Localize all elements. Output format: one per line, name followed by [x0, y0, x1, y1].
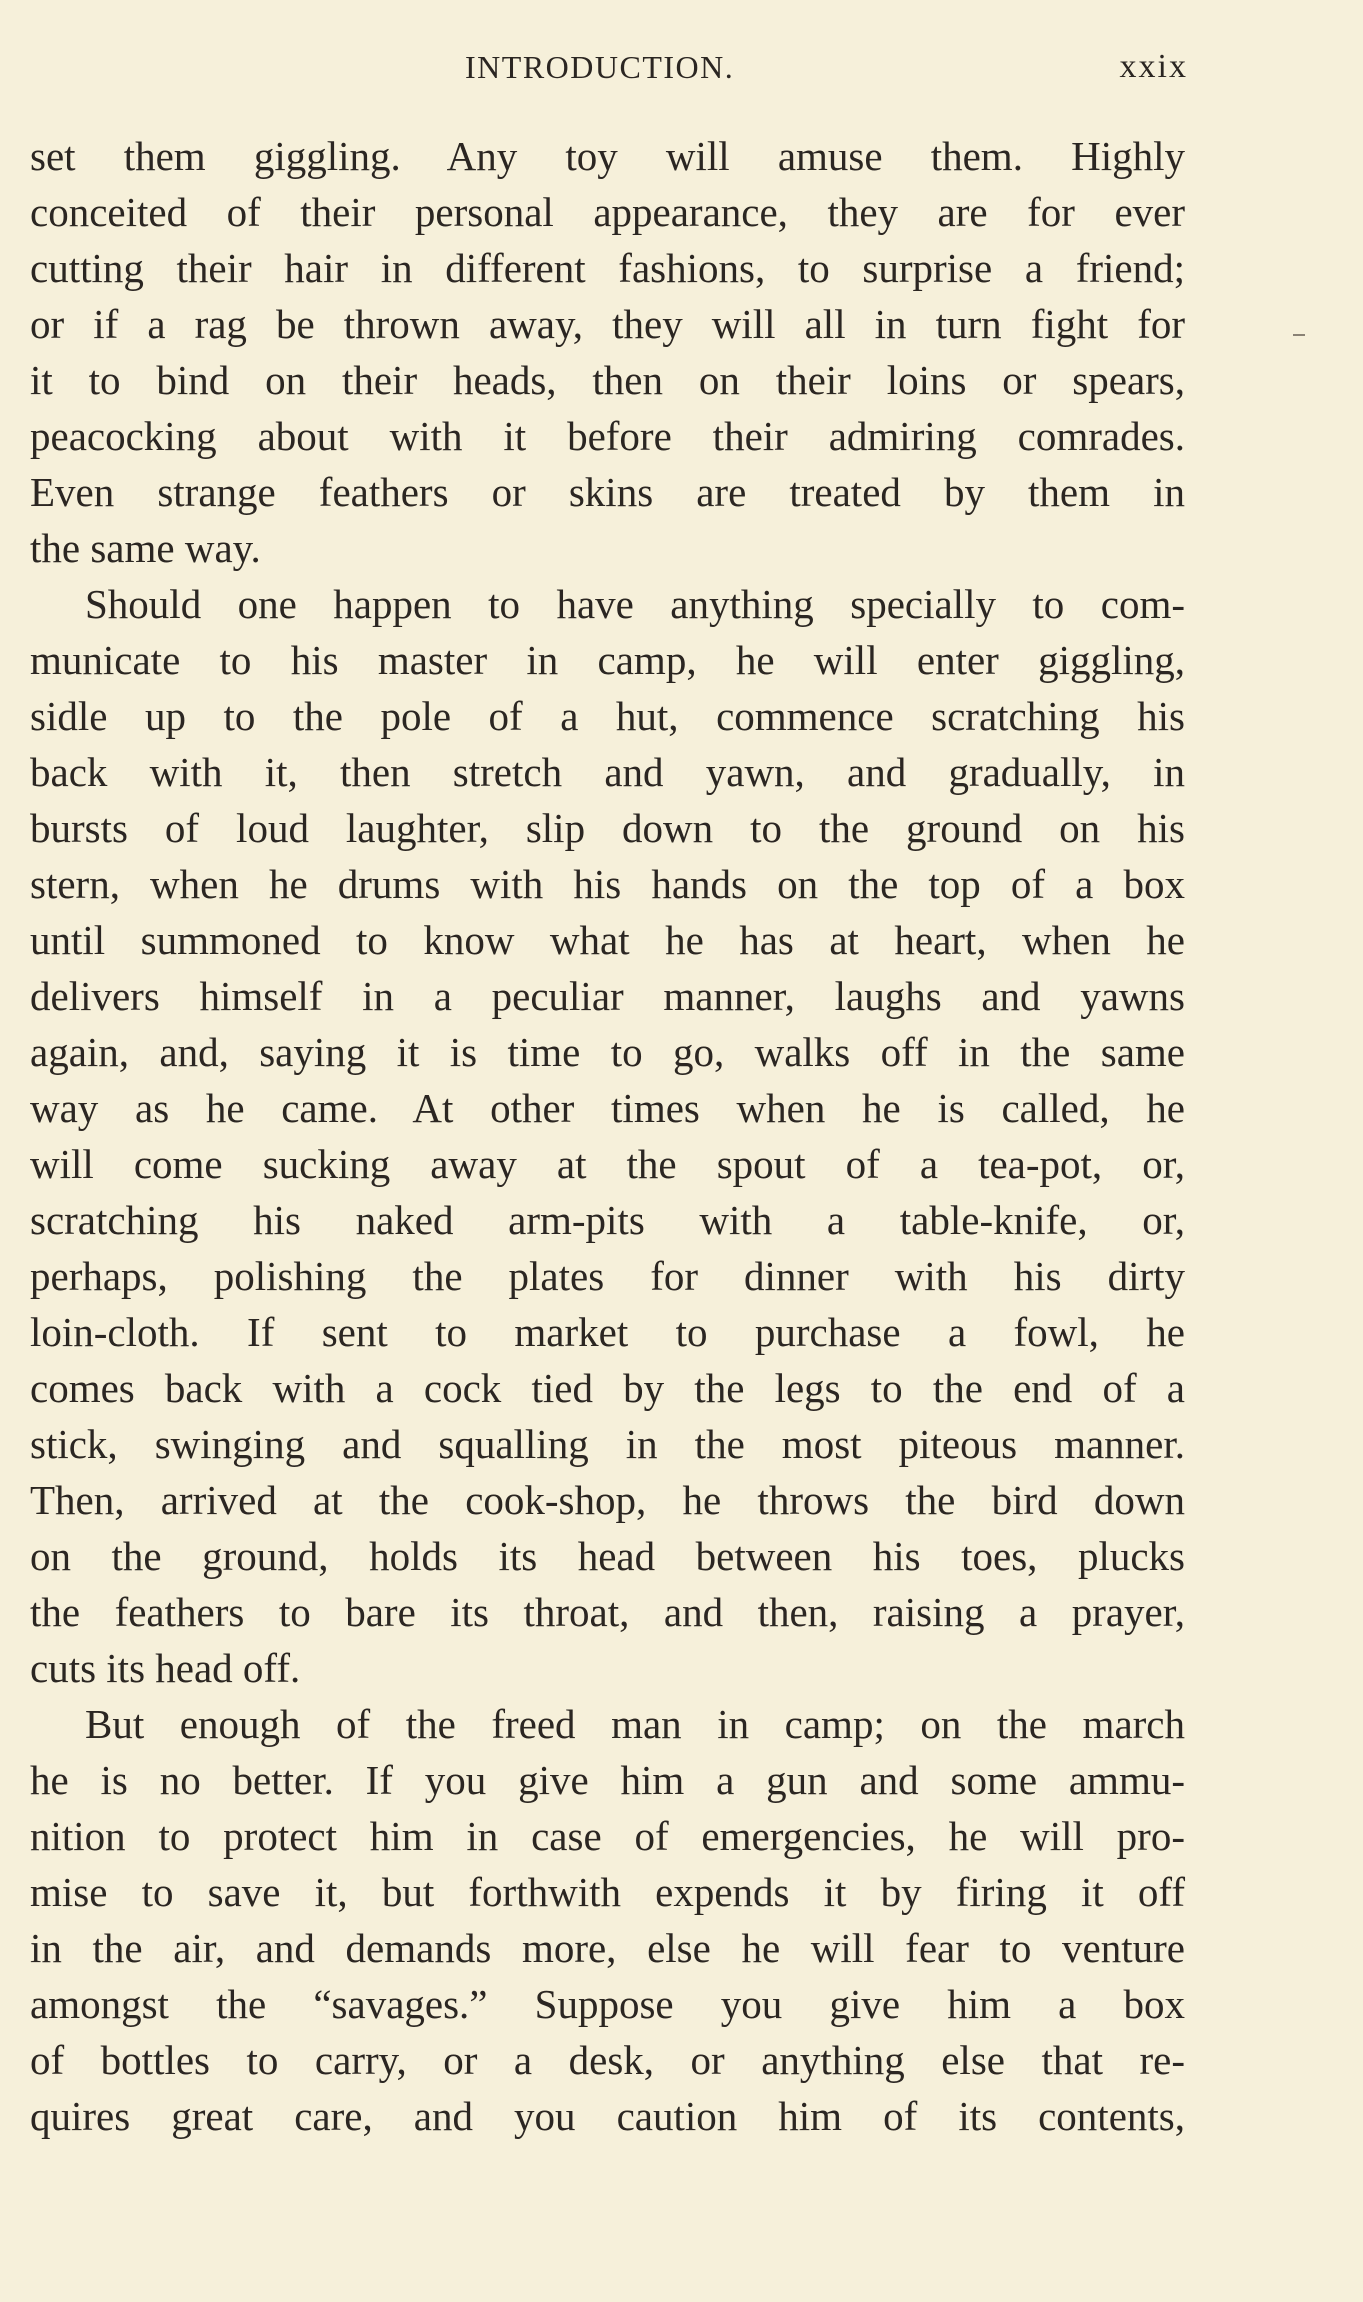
text-line: he is no better. If you give him a gun and some ammu- — [30, 1757, 1185, 1803]
text-line: of bottles to carry, or a desk, or anything else that re- — [30, 2037, 1185, 2083]
text-line: perhaps, polishing the plates for dinner with his dirty — [30, 1253, 1185, 1299]
text-line: Then, arrived at the cook-shop, he throws the bird down — [30, 1477, 1185, 1523]
text-line: back with it, then stretch and yawn, and gradually, in — [30, 749, 1185, 795]
text-line: on the ground, holds its head between his toes, plucks — [30, 1533, 1185, 1579]
text-line: again, and, saying it is time to go, walks off in the same — [30, 1029, 1185, 1075]
text-line: comes back with a cock tied by the legs to the end of a — [30, 1365, 1185, 1411]
margin-mark — [1293, 334, 1305, 336]
text-line: stick, swinging and squalling in the most piteous manner. — [30, 1421, 1185, 1467]
page-number: xxix — [1119, 48, 1188, 85]
text-line: stern, when he drums with his hands on the top of a box — [30, 861, 1185, 907]
paragraph-1 — [30, 128, 1185, 576]
text-line: municate to his master in camp, he will enter giggling, — [30, 637, 1185, 683]
text-line: sidle up to the pole of a hut, commence scratching his — [30, 693, 1185, 739]
text-line: scratching his naked arm-pits with a table-knife, or, — [30, 1197, 1185, 1243]
text-line: in the air, and demands more, else he will fear to venture — [30, 1925, 1185, 1971]
text-line: delivers himself in a peculiar manner, laughs and yawns — [30, 973, 1185, 1019]
text-line: nition to protect him in case of emergencies, he will pro- — [30, 1813, 1185, 1859]
running-title: INTRODUCTION. — [465, 49, 735, 85]
paragraph-2 — [30, 576, 1185, 1696]
text-line: But enough of the freed man in camp; on the march — [85, 1701, 1185, 1747]
text-line: mise to save it, but forthwith expends it by firing it off — [30, 1869, 1185, 1915]
text-line: until summoned to know what he has at heart, when he — [30, 917, 1185, 963]
body-text — [30, 128, 1185, 2144]
text-line: way as he came. At other times when he is called, he — [30, 1085, 1185, 1131]
text-line: the feathers to bare its throat, and then, raising a prayer, — [30, 1589, 1185, 1635]
text-line: Should one happen to have anything specially to com- — [85, 581, 1185, 627]
text-line: peacocking about with it before their admiring comrades. — [30, 413, 1185, 459]
running-head — [0, 42, 1363, 92]
text-line: or if a rag be thrown away, they will all in turn fight for — [30, 301, 1185, 347]
text-line: amongst the “savages.” Suppose you give him a box — [30, 1981, 1185, 2027]
text-line: cutting their hair in different fashions, to surprise a friend; — [30, 245, 1185, 291]
text-line: set them giggling. Any toy will amuse them. Highly — [30, 133, 1185, 179]
text-line: cuts its head off. — [30, 1645, 301, 1691]
text-line: the same way. — [30, 525, 261, 571]
text-line: will come sucking away at the spout of a tea-pot, or, — [30, 1141, 1185, 1187]
text-line: loin-cloth. If sent to market to purchase a fowl, he — [30, 1309, 1185, 1355]
paragraph-3 — [30, 1696, 1185, 2144]
text-line: Even strange feathers or skins are treated by them in — [30, 469, 1185, 515]
text-line: bursts of loud laughter, slip down to the ground on his — [30, 805, 1185, 851]
text-line: quires great care, and you caution him of its contents, — [30, 2093, 1185, 2139]
text-line: conceited of their personal appearance, they are for ever — [30, 189, 1185, 235]
text-line: it to bind on their heads, then on their loins or spears, — [30, 357, 1185, 403]
